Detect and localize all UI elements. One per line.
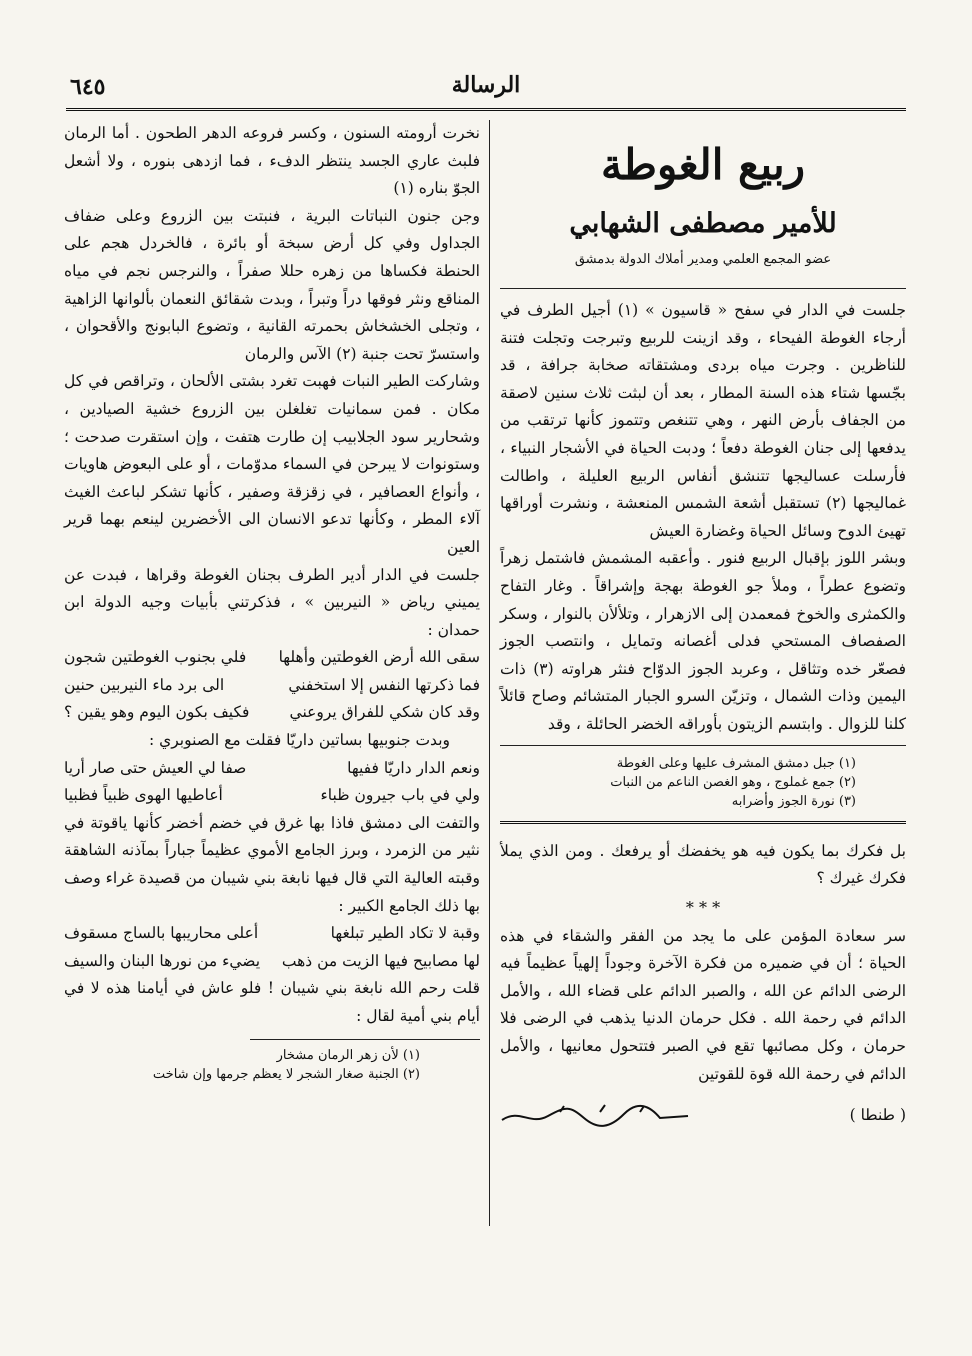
article-title: ربيع الغوطة — [601, 140, 805, 189]
paragraph: وشاركت الطير النبات فهبت تغرد بشتى الألحان ، وتراقص في كل مكان . فمن سمانيات تغلغلن بين الزروع خشية الصيادين ، وشحارير سود الجلابيب إن طارت هتفت ، وإن استقرت صدحت ؛ وستونوات لا يبرحن في السماء مدوّمات ، أو على البعوض هاويات ، وأنواع العصافير ، في زقزقة وصفير ، كأنها تشكر لباعث الغيث آلاء المطر ، وكأنها تدعو الانسان الى الأخضرين لينعم بهما قرير العين — [64, 372, 480, 556]
footnote-divider — [250, 1039, 480, 1040]
verse-hemistich: يضيء من نورها البنان والسيف — [64, 951, 261, 970]
verse-hemistich: أعاطيها الهوى ظبياً فظبيا — [64, 786, 223, 805]
verse-hemistich: ولي في باب جيرون ظباء — [320, 786, 480, 805]
place-name: ( طنطا ) — [849, 1106, 906, 1125]
footnote-divider — [500, 745, 906, 746]
paragraph: وبشر اللوز بإقبال الربيع فنور . وأعقبه المشمش فاشتمل زهراً وتضوع عطراً ، وملأ جو الغوطة بهجة وإشراقاً . وغار التفاح والكمثرى والخوخ فمعمدن إلى الازهرار ، وتلألأن بالنوار ، وسكر الصفصاف المستحي فدلى أغصانه وتمايل ، وانتصب الجوز فصعّر خده وتثاقل ، وعربد الجوز الدوّاح فنثر هراوته (٣) ذات اليمين وذات الشمال ، وتزيّن السرو الجبار المتشائم وصاح قائلاً كلنا للزوال . وابتسم الزيتون بأوراقه الخضر الحائلة ، وقد — [500, 549, 906, 733]
magazine-title: الرسالة — [451, 72, 521, 98]
verse-line — [64, 920, 480, 948]
left-column — [64, 120, 480, 1084]
verse-line — [64, 672, 480, 700]
article-author: للأمير مصطفى الشهابي — [569, 208, 837, 239]
verse-hemistich: صفا لي العيش حتى صار أريا — [64, 758, 247, 777]
verse-hemistich: ونعم الدار داريّا ففيها — [347, 758, 480, 777]
section-stars: * * * — [685, 897, 721, 917]
verse-hemistich: لها مصابيح فيها الزيت من ذهب — [281, 951, 480, 970]
verse-hemistich: وقد كان شكي للفراق يروعني — [289, 703, 480, 722]
paragraph: جلست في الدار في سفح « قاسيون » (١) أجيل الطرف في أرجاء الغوطة الفيحاء ، وقد ازينت للربيع وتبرجت وتجلت فتنة للناظرين . وجرت مياه بردى ومشتقاته صخابة جرافة ، قد بجّسها شتاء هذه السنة المطار ، بعد أن لبثت ثلاث سنين لاصقة من الجفاف بأرض النهر ، وهي تتنغص وتتموز كأنها ترتقب من يدفعها إلى جنان الغوطة دفعاً ؛ ودبت الحياة في الأشجار النبياء ، فأرسلت عساليجها تتنشق أنفاس الربيع العليلة ، واطالت غماليجها (٢) تستقبل أشعة الشمس المنعشة ، ونشرت أوراقها تهيئ الدوح وسائل الحياة وغضارة العيش — [500, 301, 907, 540]
header-rule — [66, 108, 906, 111]
verse-hemistich: وقبة لا تكاد الطير تبلغها — [330, 924, 480, 943]
author-affiliation: عضو المجمع العلمي ومدير أملاك الدولة بدمشق — [574, 252, 832, 267]
verse-hemistich: فلي بجنوب الغوطتين شجون — [64, 648, 247, 667]
paragraph: بل فكرك بما يكون فيه هو يخفضك أو يرفعك . ومن الذي يملأ فكرك غيرك ؟ — [500, 841, 906, 888]
paragraph: سر سعادة المؤمن على ما يجد من الفقر والشقاء في هذه الحياة ؛ أن في ضميره من فكرة الآخرة وجوداً إلهياً عظيماً فيه الرضى الدائم عن الله ، والصبر الدائم على قضاء الله ، والأمل الدائم في رحمة الله . فكل حرمان الدنيا يذهب في الرضى فلا حرمان ، وكل مصائبها تقع في الصبر فتتحول معانيها ، والأمل الدائم في رحمة الله قوة للقوتين — [500, 926, 906, 1083]
paragraph: نخرت أرومته السنون ، وكسر فروعه الدهر الطحون . أما الرمان فلبث عاري الجسد ينتظر الدفء ، فما ازدهى بنوره ، ولا أشعل الجوّ بناره (١) — [64, 124, 480, 198]
footnote: (١) لأن زهر الرمان مشخار — [276, 1047, 420, 1063]
signature-image — [500, 1100, 690, 1130]
paragraph: جلست في الدار أدير الطرف بجنان الغوطة وقراها ، فبدت عن يميني رياض « النيربين » ، فذكرتني بأبيات وجيه الدولة ابن حمدان : — [64, 565, 480, 639]
verse-hemistich: فما ذكرتها النفس إلا استخفني — [288, 675, 480, 694]
verse-hemistich: الى برد ماء النيربين حنين — [64, 675, 225, 694]
signoff — [500, 1100, 906, 1130]
page-header — [70, 70, 902, 110]
verse-line — [64, 755, 480, 783]
verse-line — [64, 948, 480, 976]
verse-hemistich: سقى الله أرض الغوطتين وأهلها — [278, 648, 480, 667]
verse-hemistich: فكيف بكون اليوم وهو يقين ؟ — [64, 703, 250, 722]
verse-hemistich: أعلى محاريبها بالساج مسقوف — [64, 924, 259, 943]
footnote: (٣) نورة الجوز وأضرابه — [731, 793, 856, 809]
footnote: (١) جبل دمشق المشرف عليها وعلى الغوطة — [616, 755, 856, 771]
paragraph: وجن جنون النباتات البرية ، فنبتت بين الزروع وعلى ضفاف الجداول وفي كل أرض سبخة أو بائرة ، فالخردل هجم على الحنطة فكساها من زهره حللا صفراً ، والنرجس نجم في مياه المناقع ونثر فوقها دراً وتبراً ، وبدت شقائق النعمان بألوانها الزاهية ، وتجلى الخشخاش بحمرته القانية ، وتضوع البابونج والأقحوان ، واستسرّ تحت جنبة (٢) الآس والرمان — [64, 206, 480, 363]
footnote: (٢) جمع غملوج ، وهو الغصن الناعم من النبات — [610, 774, 856, 790]
paragraph: قلت رحم الله نابغة بني شيبان ! فلو عاش في أيامنا هذه لا في أيام بني أمية لقال : — [64, 979, 480, 1025]
page-number: ٦٤٥ — [70, 74, 106, 100]
paragraph: وبدت جنوبيها بساتين داريّا فقلت مع الصنوبري : — [148, 731, 450, 750]
footnote: (٢) الجنبة صغار الشجر لا يعظم جرمها وإن شاخت — [152, 1066, 420, 1082]
verse-line — [64, 782, 480, 810]
verse-line — [64, 699, 480, 727]
right-column — [500, 120, 906, 1130]
title-divider — [500, 288, 906, 289]
article-divider — [500, 821, 906, 824]
column-divider — [489, 120, 490, 1226]
paragraph: والتفت الى دمشق فاذا بها غرق في خضم أخضر كأنها ياقوتة في نثير من الزمرد ، وبرز الجامع الأموي عظيماً جباراً بمآذنه الشاهقة وقبته العالية التي قال فيها نابغة بني شيبان من قصيدة غراء وصف بها ذلك الجامع الكبير : — [64, 813, 480, 915]
verse-line — [64, 644, 480, 672]
